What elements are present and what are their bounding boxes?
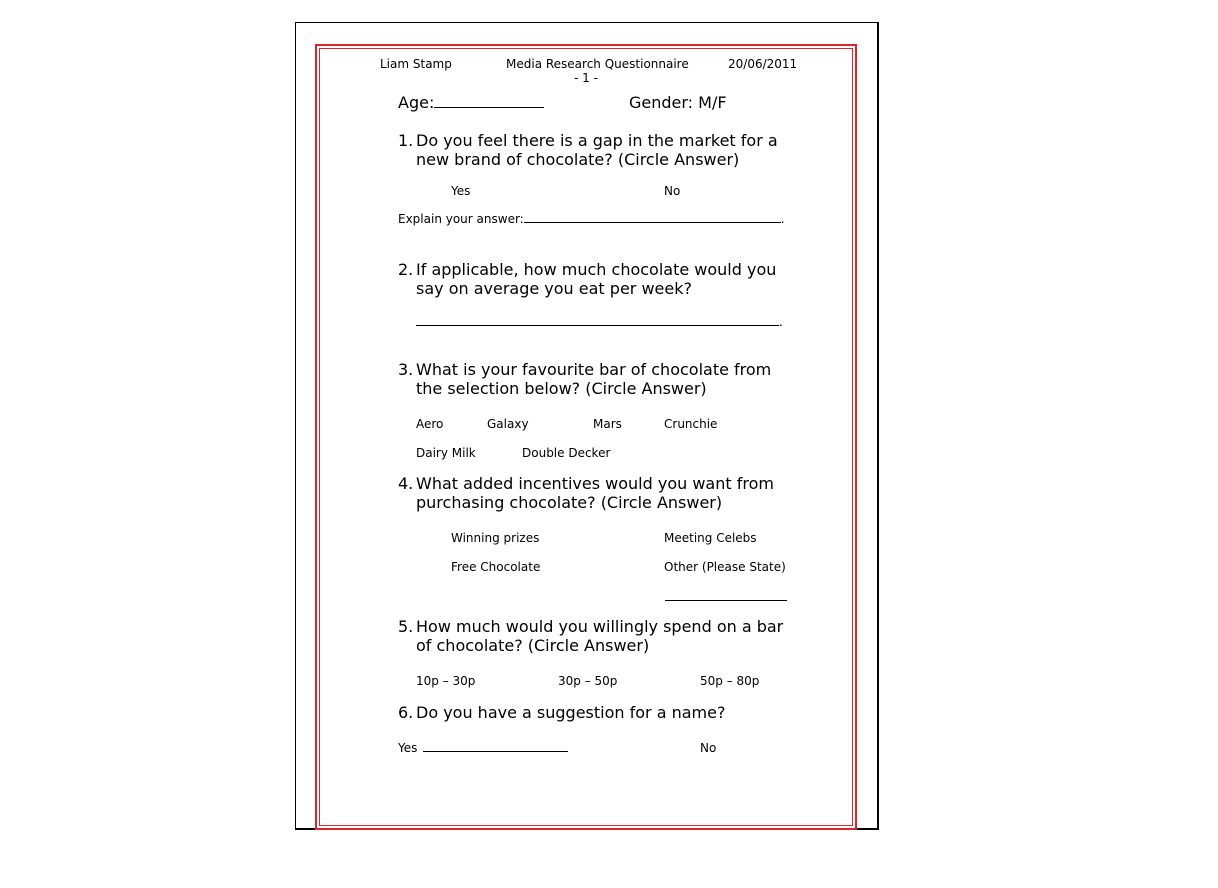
q1-explain-period: .	[780, 212, 785, 226]
q6-option-no[interactable]: No	[700, 741, 717, 755]
header-page-number: - 1 -	[574, 71, 598, 85]
q1-line2: new brand of chocolate? (Circle Answer)	[416, 150, 740, 169]
age-label: Age:	[398, 93, 435, 112]
q4-line1: What added incentives would you want from	[416, 474, 774, 493]
q6-option-yes-label: Yes	[398, 741, 418, 755]
q3-line2: the selection below? (Circle Answer)	[416, 379, 707, 398]
q4-text	[416, 474, 774, 512]
q3-option[interactable]: Crunchie	[664, 417, 718, 431]
q3-option[interactable]: Aero	[416, 417, 444, 431]
q5-line2: of chocolate? (Circle Answer)	[416, 636, 650, 655]
q1-explain	[398, 212, 785, 226]
q3-option[interactable]: Mars	[593, 417, 622, 431]
q4-option[interactable]: Winning prizes	[451, 531, 540, 545]
q5-option[interactable]: 30p – 50p	[558, 674, 618, 688]
q5-text	[416, 617, 783, 655]
q5-option[interactable]: 10p – 30p	[416, 674, 476, 688]
q4-option[interactable]: Free Chocolate	[451, 560, 541, 574]
q3-option[interactable]: Double Decker	[522, 446, 611, 460]
q2-number: 2.	[398, 260, 414, 279]
q6-number: 6.	[398, 703, 414, 722]
q1-option-no[interactable]: No	[664, 184, 681, 198]
q3-number: 3.	[398, 360, 414, 379]
q3-option[interactable]: Dairy Milk	[416, 446, 476, 460]
age-field	[398, 93, 544, 112]
q5-number: 5.	[398, 617, 414, 636]
q3-line1: What is your favourite bar of chocolate from	[416, 360, 772, 379]
header-date: 20/06/2011	[728, 57, 798, 71]
q6-line1: Do you have a suggestion for a name?	[416, 703, 726, 722]
header-author: Liam Stamp	[380, 57, 452, 71]
q5-option[interactable]: 50p – 80p	[700, 674, 760, 688]
q4-other-blank[interactable]	[665, 600, 787, 601]
q6-text	[416, 703, 725, 722]
q2-line1: If applicable, how much chocolate would you	[416, 260, 777, 279]
age-blank[interactable]	[434, 107, 544, 108]
q2-answer-period: .	[779, 315, 783, 329]
q3-option[interactable]: Galaxy	[487, 417, 529, 431]
header-title: Media Research Questionnaire	[506, 57, 689, 71]
q1-line1: Do you feel there is a gap in the market for a	[416, 131, 778, 150]
q2-answer-blank[interactable]	[416, 311, 779, 326]
q2-answer	[416, 311, 783, 329]
q6-option-yes[interactable]	[398, 741, 568, 755]
q4-option[interactable]: Other (Please State)	[664, 560, 786, 574]
q1-explain-label: Explain your answer:	[398, 212, 524, 226]
q3-text	[416, 360, 771, 398]
gender-label: Gender: M/F	[629, 93, 727, 112]
q1-explain-blank[interactable]	[524, 222, 781, 223]
q1-text	[416, 131, 778, 169]
q5-line1: How much would you willingly spend on a bar	[416, 617, 784, 636]
q2-text	[416, 260, 776, 298]
q4-line2: purchasing chocolate? (Circle Answer)	[416, 493, 723, 512]
q1-number: 1.	[398, 131, 414, 150]
q4-number: 4.	[398, 474, 414, 493]
q2-line2: say on average you eat per week?	[416, 279, 692, 298]
q6-name-blank[interactable]	[423, 751, 568, 752]
q1-option-yes[interactable]: Yes	[451, 184, 471, 198]
q4-option[interactable]: Meeting Celebs	[664, 531, 757, 545]
